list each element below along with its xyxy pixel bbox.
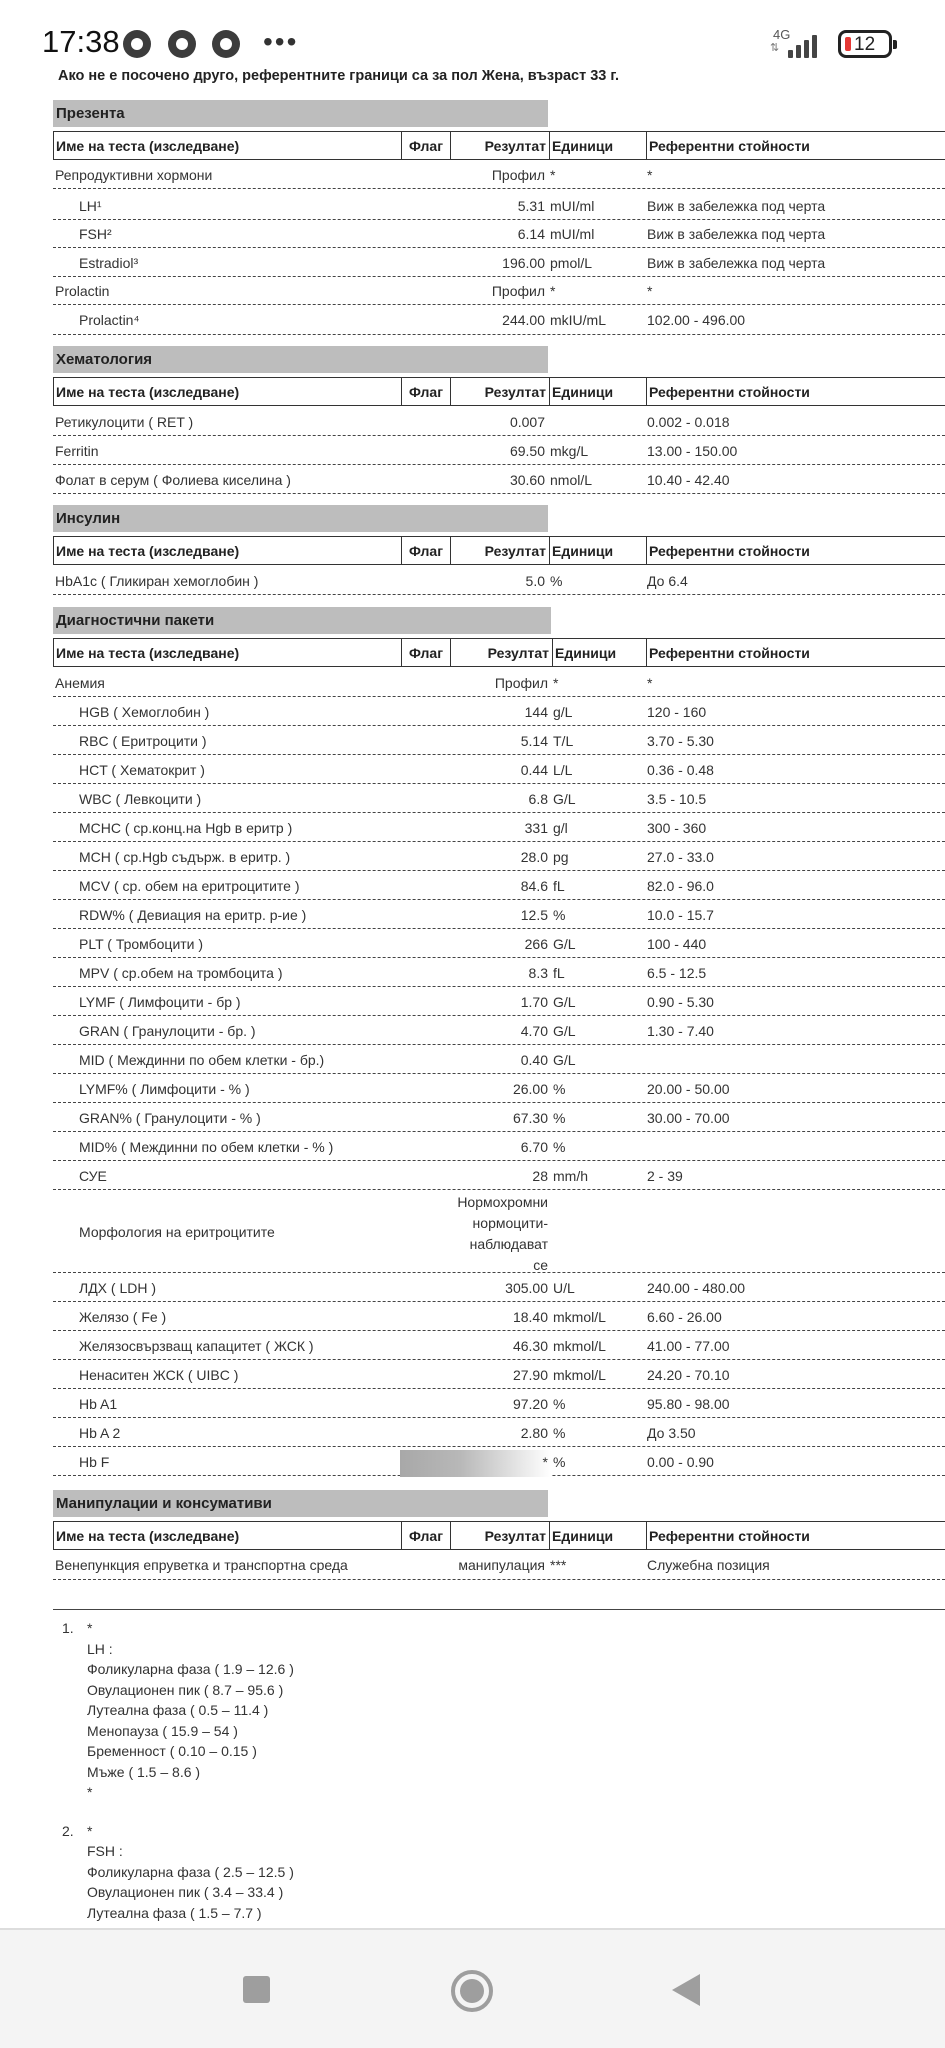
header-name: Име на теста (изследване) <box>56 384 240 400</box>
reference-range: 120 - 160 <box>647 703 707 720</box>
table-row <box>53 930 945 958</box>
test-name: MCHC ( ср.конц.на Hgb в еритр ) <box>79 819 293 836</box>
header-units: Единици <box>549 1522 646 1549</box>
section-title: Инсулин <box>53 505 548 532</box>
header-name: Име на теста (изследване) <box>56 543 240 559</box>
table-row <box>53 1448 945 1476</box>
section-title: Манипулации и консумативи <box>53 1490 548 1517</box>
reference-range: До 6.4 <box>647 572 688 589</box>
footnote-line: Бременност ( 0.10 – 0.15 ) <box>87 1743 257 1759</box>
units-value: U/L <box>553 1279 575 1296</box>
section-title: Диагностични пакети <box>53 607 551 634</box>
table-row <box>53 1017 945 1045</box>
units-value: G/L <box>553 993 576 1010</box>
reference-range: 10.0 - 15.7 <box>647 906 714 923</box>
units-value: * <box>553 674 559 691</box>
result-line: нормоцити- <box>472 1215 548 1231</box>
reference-range: Служебна позиция <box>647 1557 770 1573</box>
units-value: G/L <box>553 1022 576 1039</box>
result-value: 30.60 <box>509 471 545 488</box>
units-value: % <box>550 572 563 589</box>
battery-icon <box>838 30 892 58</box>
units-value: pmol/L <box>550 254 593 271</box>
result-value: 27.90 <box>512 1366 548 1383</box>
units-value: fL <box>553 964 565 981</box>
footnote-line: Лутеална фаза ( 1.5 – 7.7 ) <box>87 1904 262 1921</box>
reference-range: 0.90 - 5.30 <box>647 993 714 1010</box>
table-row <box>53 567 945 595</box>
table-row <box>53 1419 945 1447</box>
reference-range: 6.60 - 26.00 <box>647 1308 722 1325</box>
result-value: 0.40 <box>520 1051 548 1068</box>
table-row <box>53 306 945 335</box>
table-row <box>53 437 945 465</box>
table-row <box>53 220 945 248</box>
table-row <box>53 872 945 900</box>
table-row <box>53 249 945 277</box>
test-name: ЛДХ ( LDH ) <box>79 1279 157 1296</box>
chrome-icon <box>212 30 240 58</box>
test-name: HbA1c ( Гликиран хемоглобин ) <box>55 572 259 589</box>
units-value <box>548 409 645 435</box>
header-flag: Флаг <box>401 639 450 666</box>
header-result: Резултат <box>450 639 552 666</box>
chrome-icon <box>123 30 151 58</box>
units-value: mkmol/L <box>553 1366 606 1383</box>
table-row <box>53 988 945 1016</box>
table-row <box>53 698 945 726</box>
back-icon[interactable] <box>672 1974 700 2006</box>
footnote-line: Лутеална фаза ( 0.5 – 11.4 ) <box>87 1702 269 1718</box>
header-result: Резултат <box>450 378 549 405</box>
table-header <box>53 536 945 565</box>
result-line: наблюдават <box>469 1236 548 1252</box>
table-row <box>53 785 945 813</box>
header-flag: Флаг <box>401 378 450 405</box>
footnote-number: 1. <box>62 1620 74 1636</box>
result-value: 46.30 <box>512 1337 548 1354</box>
test-name: Hb A 2 <box>79 1424 121 1441</box>
reference-range <box>645 1133 945 1160</box>
footnote-line: FSH : <box>87 1843 123 1859</box>
units-value: G/L <box>553 1051 576 1068</box>
test-name: MID% ( Междинни по обем клетки - % ) <box>79 1138 334 1155</box>
footnote-line: LH : <box>87 1640 113 1657</box>
units-value: mm/h <box>553 1167 588 1184</box>
test-name: LH¹ <box>79 197 102 214</box>
units-value: % <box>553 1453 566 1470</box>
table-row <box>53 1361 945 1389</box>
result-value: 144 <box>524 703 548 720</box>
result-value: 28 <box>532 1167 548 1184</box>
test-name: GRAN ( Гранулоцити - бр. ) <box>79 1022 256 1039</box>
header-result: Резултат <box>450 1522 549 1549</box>
reference-range: 10.40 - 42.40 <box>647 471 730 488</box>
header-reference: Референтни стойности <box>646 1522 945 1549</box>
test-name: Prolactin⁴ <box>79 312 140 328</box>
table-row <box>53 1075 945 1103</box>
test-name: Hb A1 <box>79 1395 118 1412</box>
table-header <box>53 131 945 160</box>
result-value: 67.30 <box>512 1109 548 1126</box>
units-value: G/L <box>553 935 576 952</box>
test-name: MPV ( ср.обем на тромбоцита ) <box>79 964 283 981</box>
intro-text: Ако не е посочено друго, референтните граници са за пол Жена, възраст 33 г. <box>58 68 619 84</box>
footnote-line: Менопауза ( 15.9 – 54 ) <box>87 1722 238 1739</box>
reference-range: 0.002 - 0.018 <box>647 414 730 430</box>
result-value: Профил <box>491 283 545 299</box>
result-value: 2.80 <box>520 1424 548 1441</box>
reference-range: * <box>647 167 653 183</box>
table-row <box>53 409 945 436</box>
units-value: % <box>553 1080 566 1097</box>
header-reference: Референтни стойности <box>646 378 945 405</box>
result-value: 18.40 <box>512 1308 548 1325</box>
result-value: 84.6 <box>520 877 548 894</box>
test-name: LYMF% ( Лимфоцити - % ) <box>79 1080 250 1097</box>
result-value: 26.00 <box>512 1080 548 1097</box>
table-end-line <box>53 1609 945 1610</box>
table-row <box>53 1162 945 1190</box>
test-name: HGB ( Хемоглобин ) <box>79 703 210 720</box>
units-value: mkg/L <box>550 442 589 459</box>
table-header <box>53 1521 945 1550</box>
result-multiline <box>429 1191 551 1272</box>
footnote-line: Овулационен пик ( 8.7 – 95.6 ) <box>87 1681 284 1698</box>
footnote-line: * <box>87 1620 93 1636</box>
navigation-bar <box>0 1930 945 2048</box>
units-value: mUI/ml <box>550 197 595 214</box>
reference-range: Виж в забележка под черта <box>647 197 826 214</box>
table-row <box>53 756 945 784</box>
network-type: 4G <box>773 27 791 42</box>
header-name: Име на теста (изследване) <box>56 645 240 661</box>
signal-icon <box>788 30 824 58</box>
test-name: СУЕ <box>79 1167 107 1184</box>
result-value: 69.50 <box>509 442 545 459</box>
reference-range <box>645 1191 945 1272</box>
test-name: HCT ( Хематокрит ) <box>79 761 205 778</box>
test-name: Фолат в серум ( Фолиева киселина ) <box>55 471 291 488</box>
result-value: 5.0 <box>525 572 545 589</box>
test-name: MCH ( ср.Hgb съдърж. в еритр. ) <box>79 848 291 865</box>
table-row <box>53 727 945 755</box>
units-value: mkmol/L <box>553 1337 606 1354</box>
footnote <box>62 1821 294 1944</box>
footnotes <box>62 1618 294 1962</box>
footnote-line: * <box>87 1822 93 1839</box>
footnote-line: * <box>87 1784 93 1800</box>
reference-range: * <box>647 283 653 299</box>
test-name: RBC ( Еритроцити ) <box>79 732 207 749</box>
result-value: 97.20 <box>512 1395 548 1412</box>
footnote-number: 2. <box>62 1822 74 1839</box>
reference-range: 102.00 - 496.00 <box>647 312 746 328</box>
table-row <box>53 162 945 189</box>
header-reference: Референтни стойности <box>646 537 945 564</box>
units-value: nmol/L <box>550 471 593 488</box>
reference-range: * <box>647 674 653 691</box>
footnote-line: Фоликуларна фаза ( 1.9 – 12.6 ) <box>87 1661 294 1677</box>
battery-fill <box>845 37 851 51</box>
table-row <box>53 1551 945 1580</box>
result-value: 244.00 <box>502 312 545 328</box>
reference-range: Виж в забележка под черта <box>647 254 826 271</box>
status-clock: 17:38 <box>42 24 120 59</box>
test-name: Prolactin <box>55 283 110 299</box>
result-line: се <box>533 1257 548 1273</box>
test-name: WBC ( Левкоцити ) <box>79 790 202 807</box>
test-name: FSH² <box>79 225 112 242</box>
reference-range: Виж в забележка под черта <box>647 225 826 242</box>
units-value: % <box>553 1109 566 1126</box>
table-header <box>53 377 945 406</box>
result-value: 0.007 <box>509 414 545 430</box>
result-value: 4.70 <box>520 1022 548 1039</box>
data-arrows-icon: ⇅ <box>770 42 780 54</box>
table-row <box>53 1303 945 1331</box>
result-value: 1.70 <box>520 993 548 1010</box>
reference-range: 240.00 - 480.00 <box>647 1279 746 1296</box>
units-value: G/L <box>553 790 576 807</box>
result-line: Нормохромни <box>457 1194 548 1210</box>
table-row <box>53 466 945 494</box>
reference-range: 20.00 - 50.00 <box>647 1080 730 1097</box>
test-name: RDW% ( Девиация на еритр. р-ие ) <box>79 906 307 923</box>
table-row <box>53 1274 945 1302</box>
units-value: T/L <box>553 732 574 749</box>
table-row <box>53 1390 945 1418</box>
reference-range: 13.00 - 150.00 <box>647 442 738 459</box>
units-value: mUI/ml <box>550 225 595 242</box>
footnote-line: Овулационен пик ( 3.4 – 33.4 ) <box>87 1884 284 1900</box>
header-result: Резултат <box>450 537 549 564</box>
reference-range <box>645 1046 945 1073</box>
units-value: * <box>550 283 556 299</box>
result-value: Профил <box>491 167 545 183</box>
result-value: манипулация <box>458 1557 545 1573</box>
result-value: 6.70 <box>520 1138 548 1155</box>
units-value: pg <box>553 848 569 865</box>
result-value: 6.14 <box>517 225 545 242</box>
result-value: Профил <box>494 674 548 691</box>
header-units: Единици <box>549 537 646 564</box>
result-value: * <box>542 1453 548 1470</box>
reference-range: 6.5 - 12.5 <box>647 964 707 981</box>
result-value: 6.8 <box>528 790 548 807</box>
header-name: Име на теста (изследване) <box>56 138 240 154</box>
result-value: 196.00 <box>502 254 545 271</box>
battery-level: 12 <box>854 34 876 55</box>
section-title: Хематология <box>53 346 548 373</box>
header-flag: Флаг <box>401 132 450 159</box>
reference-range: 30.00 - 70.00 <box>647 1109 730 1126</box>
table-header <box>53 638 945 667</box>
section-title: Презента <box>53 100 548 127</box>
reference-range: 0.36 - 0.48 <box>647 761 714 778</box>
reference-range: 1.30 - 7.40 <box>647 1022 714 1039</box>
test-name: PLT ( Тромбоцити ) <box>79 935 204 952</box>
test-name: Морфология на еритроцитите <box>79 1223 275 1240</box>
header-flag: Флаг <box>401 537 450 564</box>
reference-range: 300 - 360 <box>647 819 707 836</box>
units-value: % <box>553 906 566 923</box>
reference-range: 41.00 - 77.00 <box>647 1337 730 1354</box>
test-name: Желязо ( Fe ) <box>79 1308 167 1325</box>
reference-range: 100 - 440 <box>647 935 707 952</box>
test-name: Ретикулоцити ( RET ) <box>55 414 194 430</box>
test-name: MCV ( ср. обем на еритроцитите ) <box>79 877 300 894</box>
table-row <box>53 901 945 929</box>
test-name: Hb F <box>79 1453 110 1470</box>
header-reference: Референтни стойности <box>646 132 945 159</box>
test-name: Венепункция епруветка и транспортна среда <box>55 1557 348 1573</box>
test-name: GRAN% ( Гранулоцити - % ) <box>79 1109 261 1126</box>
header-units: Единици <box>552 639 646 666</box>
test-name: Анемия <box>55 674 105 691</box>
result-value: 5.14 <box>520 732 548 749</box>
units-value: fL <box>553 877 565 894</box>
result-value: 8.3 <box>528 964 548 981</box>
reference-range: 24.20 - 70.10 <box>647 1366 730 1383</box>
test-name: Желязосвързващ капацитет ( ЖСК ) <box>79 1337 314 1354</box>
table-row <box>53 669 945 697</box>
header-units: Единици <box>549 378 646 405</box>
table-row <box>53 959 945 987</box>
test-name: Репродуктивни хормони <box>55 167 213 183</box>
units-value: g/L <box>553 703 573 720</box>
footnote <box>62 1618 294 1803</box>
units-value: % <box>553 1138 566 1155</box>
table-row <box>53 192 945 220</box>
header-name: Име на теста (изследване) <box>56 1528 240 1544</box>
units-value: mkmol/L <box>553 1308 606 1325</box>
chrome-icon <box>168 30 196 58</box>
units-value: *** <box>550 1557 567 1573</box>
table-row <box>53 1046 945 1074</box>
table-row <box>53 1332 945 1360</box>
reference-range: 3.5 - 10.5 <box>647 790 707 807</box>
footnote-line: Фоликуларна фаза ( 2.5 – 12.5 ) <box>87 1863 294 1880</box>
units-value: % <box>553 1424 566 1441</box>
header-result: Резултат <box>450 132 549 159</box>
test-name: Estradiol³ <box>79 254 139 271</box>
home-icon[interactable] <box>451 1970 493 2012</box>
result-value: 12.5 <box>520 906 548 923</box>
units-value: g/l <box>553 819 568 836</box>
result-value: 331 <box>524 819 548 836</box>
reference-range: 0.00 - 0.90 <box>647 1453 714 1470</box>
table-row <box>53 814 945 842</box>
result-value: 0.44 <box>520 761 548 778</box>
reference-range: 95.80 - 98.00 <box>647 1395 730 1412</box>
result-value: 305.00 <box>505 1279 548 1296</box>
reference-range: 2 - 39 <box>647 1167 683 1184</box>
table-row <box>53 1191 945 1273</box>
more-notifications-icon: ••• <box>263 26 299 57</box>
result-value: 266 <box>524 935 548 952</box>
test-name: Ferritin <box>55 442 99 459</box>
table-row <box>53 1104 945 1132</box>
reference-range: 27.0 - 33.0 <box>647 848 714 865</box>
units-value: mkIU/mL <box>550 312 606 328</box>
table-row <box>53 278 945 305</box>
table-row <box>53 843 945 871</box>
reference-range: До 3.50 <box>647 1424 696 1441</box>
header-flag: Флаг <box>401 1522 450 1549</box>
units-value <box>551 1191 645 1272</box>
header-reference: Референтни стойности <box>646 639 945 666</box>
test-name: MID ( Междинни по обем клетки - бр.) <box>79 1051 325 1068</box>
reference-range: 82.0 - 96.0 <box>647 877 714 894</box>
footnote-line: Мъже ( 1.5 – 8.6 ) <box>87 1763 201 1780</box>
recent-apps-icon[interactable] <box>243 1976 270 2003</box>
header-units: Единици <box>549 132 646 159</box>
result-value: 28.0 <box>520 848 548 865</box>
test-name: Ненаситен ЖСК ( UIBC ) <box>79 1366 239 1383</box>
units-value: % <box>553 1395 566 1412</box>
result-value: 5.31 <box>517 197 545 214</box>
table-row <box>53 1133 945 1161</box>
units-value: L/L <box>553 761 573 778</box>
units-value: * <box>550 167 556 183</box>
test-name: LYMF ( Лимфоцити - бр ) <box>79 993 241 1010</box>
reference-range: 3.70 - 5.30 <box>647 732 714 749</box>
